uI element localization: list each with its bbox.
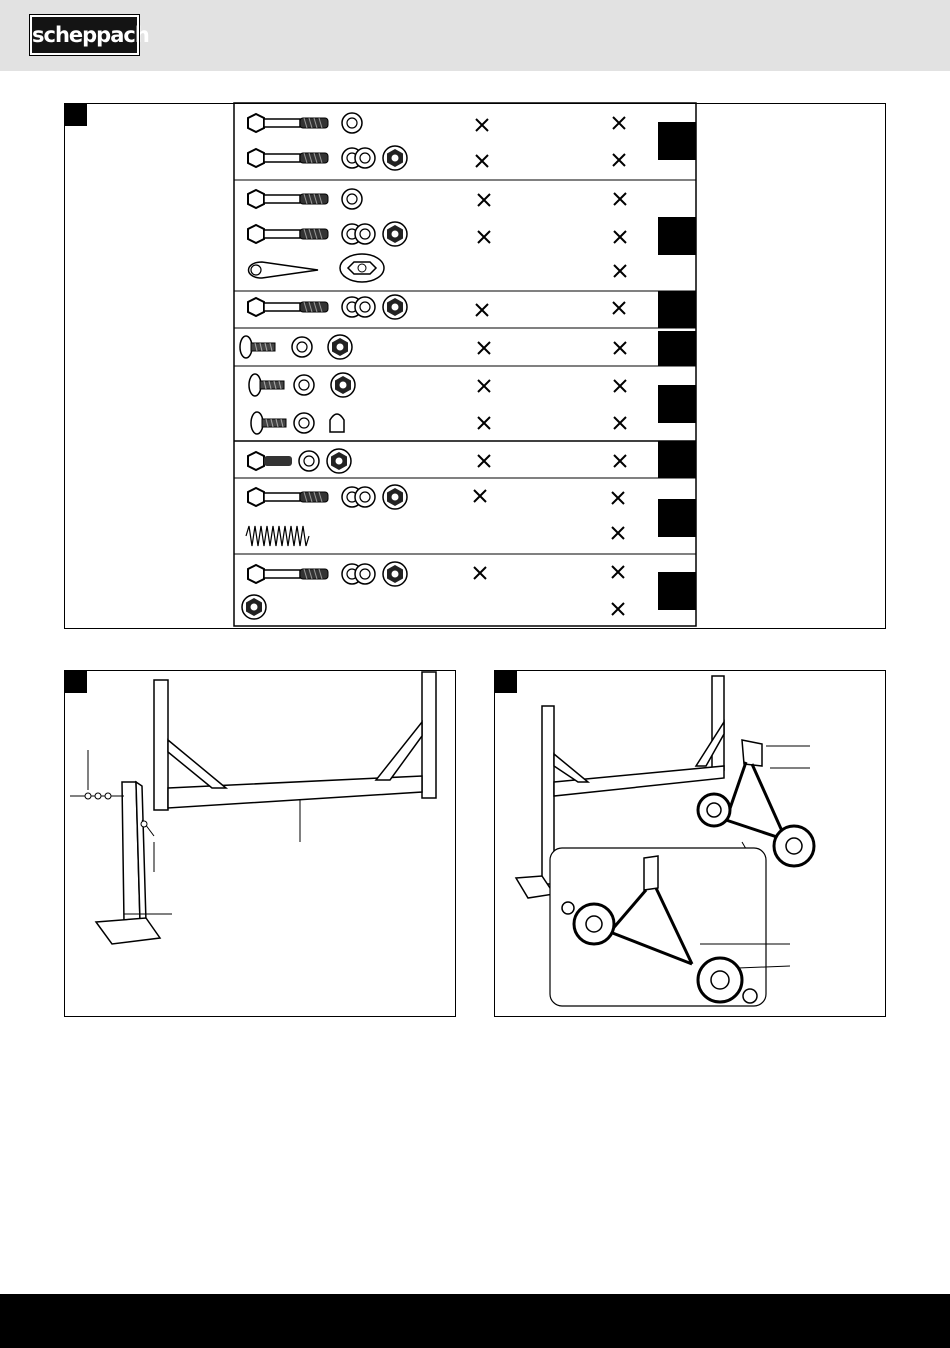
- brand-logo: scheppach: [30, 15, 139, 55]
- pan-screw-icon: [240, 336, 286, 434]
- wheel-assembly-drawing: [494, 670, 886, 1017]
- leg-assembly-drawing: [64, 670, 456, 1017]
- cap-nut-icon: [330, 414, 344, 432]
- short-bolt-icon: [248, 452, 292, 470]
- cotter-pin-icon: [249, 262, 319, 278]
- group-tabs: [658, 122, 696, 610]
- page-footer: [0, 1294, 950, 1348]
- bracket-plate-icon: [340, 254, 384, 282]
- spring-icon: [246, 526, 309, 546]
